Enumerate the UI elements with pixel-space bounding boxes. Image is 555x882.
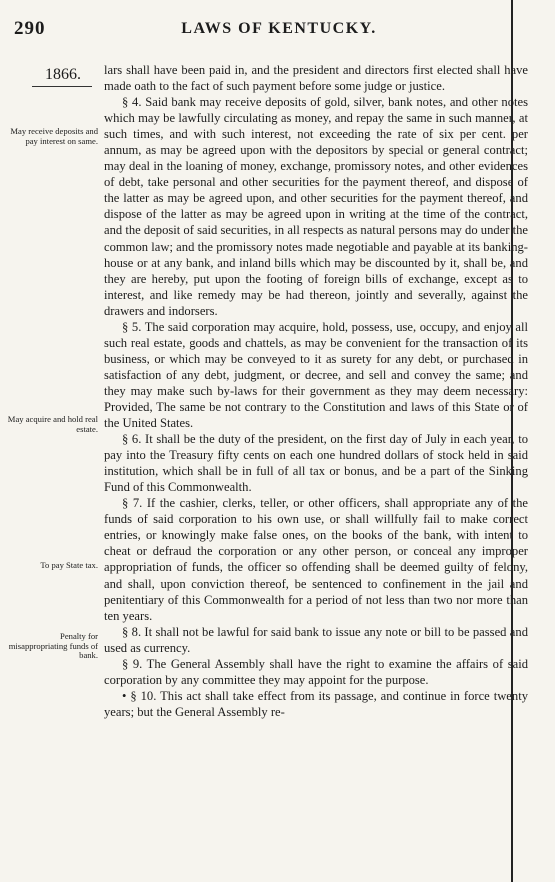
running-title: LAWS OF KENTUCKY.: [181, 20, 377, 37]
page-edge-line: [511, 0, 513, 882]
margin-note: To pay State tax.: [40, 560, 98, 570]
year-rule: [32, 86, 92, 87]
year-label: 1866.: [45, 66, 81, 83]
page-number: 290: [14, 18, 46, 39]
paragraph: § 4. Said bank may receive deposits of gold, silver, bank notes, and other notes which may be lawfully circulating as money, and repay the same in such manner, at such times, and with such interest, not exceeding the rate of six per cent. per annum, as may be agreed upon with the depositors by special or general contract; may deal in the loaning of money, exchange, promissory notes, and other evidences of debt, take personal and other securities for the payment thereof, and dispose of the latter as may be agreed upon, and other securities for the payment thereof, and dispose of the latter as may be agreed upon in writing at the time of the contract, and the deposit of said securities, in all respects as natural persons may do under the common law; and the promissory notes made negotiable and payable at its banking-house or at any bank, and inland bills which may be discounted by it, shall be, and they are hereby, put upon the footing of foreign bills of exchange, except as to interest, and like remedy may be had thereon, jointly and severally, against the drawers and indorsers.: [104, 95, 528, 318]
paragraph: lars shall have been paid in, and the president and directors first elected shall have made oath to the fact of such payment before some judge or justice.: [104, 63, 528, 94]
margin-note: Penalty for misappropriating funds of bank.: [8, 631, 98, 660]
paragraph: § 8. It shall not be lawful for said bank to issue any note or bill to be passed and used as currency.: [104, 624, 528, 655]
paragraph: § 6. It shall be the duty of the president, on the first day of July in each year, to pay into the Treasury fifty cents on each one hundred dollars of stock held in said institution, which shall be in full of all tax or bonus, and be a part of the Sinking Fund of this Commonwealth.: [104, 432, 528, 495]
margin-note: May acquire and hold real estate.: [7, 414, 98, 434]
margin-note: May receive deposits and pay interest on same.: [10, 126, 98, 146]
paragraph: • § 10. This act shall take effect from its passage, and continue in force twenty years; but the General Assembly re-: [104, 688, 528, 719]
document-body: [104, 62, 528, 720]
page-header: [14, 18, 544, 44]
paragraph: § 9. The General Assembly shall have the right to examine the affairs of said corporation by any committee they may appoint for the purpose.: [104, 656, 528, 687]
paragraph: § 7. If the cashier, clerks, teller, or other officers, shall appropriate any of the funds of said corporation to his own use, or shall willfully fail to make correct entries, or knowingly make false ones, on the books of the bank, with intent to cheat or defraud the corporation or any other person, or conceal any improper appropriation of funds, the officer so offending shall be deemed guilty of felony, and shall, upon conviction thereof, be sentenced to confinement in the jail and penitentiary of this Commonwealth for a period of not less than two nor more than ten years.: [104, 496, 528, 623]
paragraph: § 5. The said corporation may acquire, hold, possess, use, occupy, and enjoy all such real estate, goods and chattels, as may be convenient for the transaction of its business, or which may be conveyed to it as surety for any debt, or purchased in satisfaction of any debt, judgment, or decree, and sell and convey the same; and they may make such by-laws for their government as they may deem necessary: Provided, The same be not contrary to the Constitution and laws of this State or of the United States.: [104, 319, 528, 431]
